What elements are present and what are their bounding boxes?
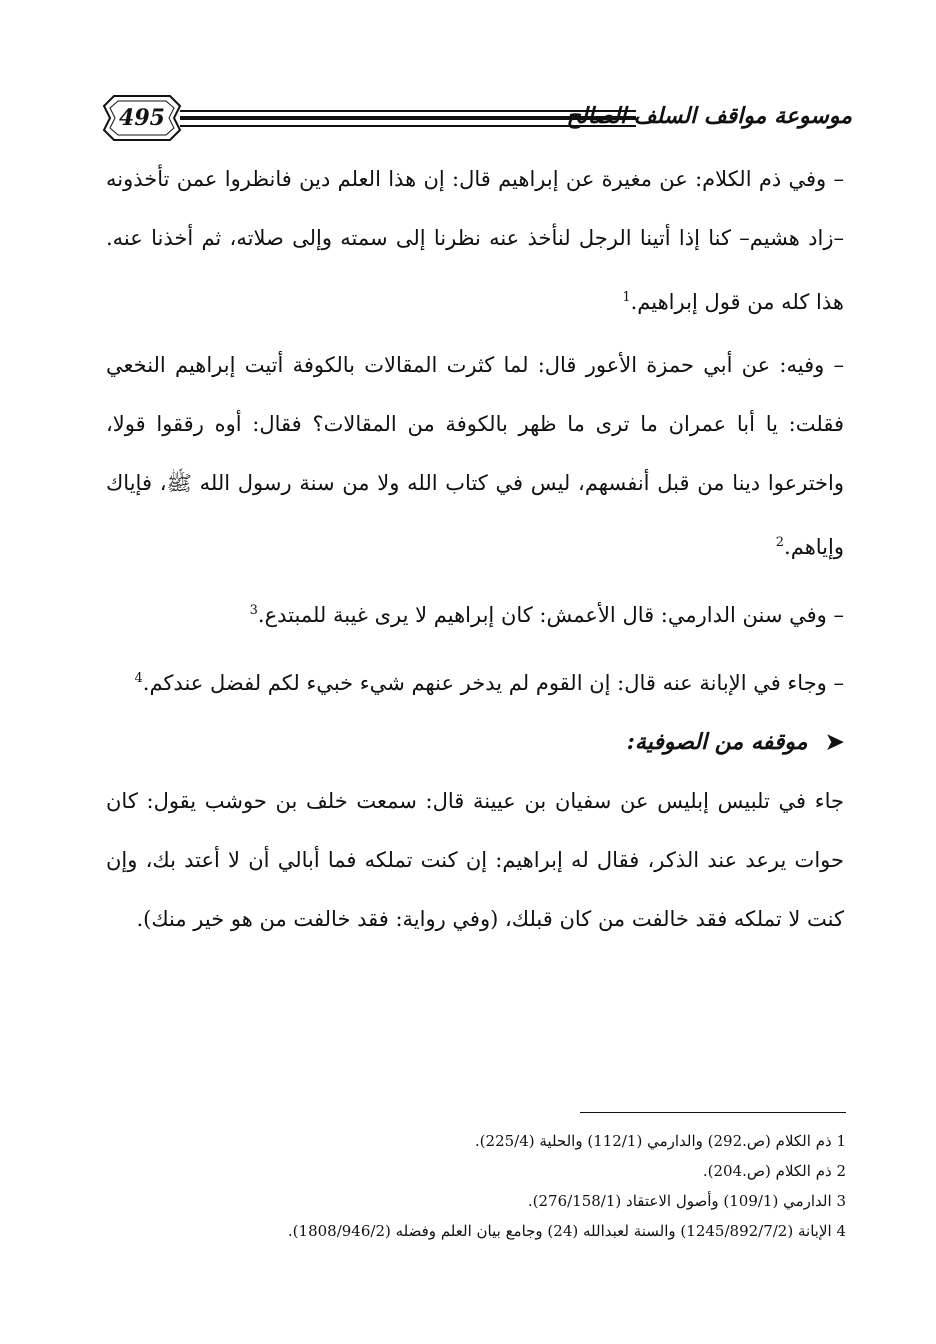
footnote-ref: 1 [622, 290, 631, 305]
footnote-number: 3 [836, 1192, 846, 1210]
footnotes [200, 1126, 846, 1246]
footnote: 1 ذم الكلام (ص.292) والدارمي (112/1) والحلية (225/4). [474, 1132, 846, 1150]
paragraph: – وجاء في الإبانة عنه قال: إن القوم لم يدخر عنهم شيء خبيء لكم لفضل عندكم.$^4$ [134, 671, 844, 695]
footnote-number: 1 [836, 1132, 846, 1150]
footnote-ref: 4 [134, 671, 143, 686]
footnote-separator [580, 1112, 846, 1113]
page-number: 495 [119, 105, 165, 131]
arrow-bullet-icon: ➤ [825, 729, 844, 755]
footnote: 4 الإبانة (1245/892/7/2) والسنة لعبدالله (24) وجامع بيان العلم وفضله (1808/946/2). [287, 1222, 846, 1240]
paragraph: – وفي سنن الدارمي: قال الأعمش: كان إبراهيم لا يرى غيبة للمبتدع.$^3$ [249, 603, 844, 627]
page-number-badge [100, 92, 184, 144]
footnote-number: 4 [836, 1222, 846, 1240]
paragraph: – وفي ذم الكلام: عن مغيرة عن إبراهيم قال: إن هذا العلم دين فانظروا عمن تأخذونه –زاد هشيم– كنا إذا أتينا الرجل لنأخذ عنه نظرنا إلى سمته وإلى صلاته، ثم أخذنا عنه. هذا كله من قول إبراهيم.$^1$ [106, 167, 844, 314]
section-heading: ➤موقفه من الصوفية: [626, 729, 844, 755]
footnote-ref: 2 [775, 535, 785, 550]
footnote: 3 الدارمي (109/1) وأصول الاعتقاد (276/158/1). [527, 1192, 846, 1210]
page-header [100, 92, 852, 144]
book-title: موسوعة مواقف السلف الصالح [566, 103, 852, 129]
footnote: 2 ذم الكلام (ص.204). [702, 1162, 846, 1180]
main-text [106, 150, 844, 949]
footnote-number: 2 [836, 1162, 846, 1180]
paragraph: – وفيه: عن أبي حمزة الأعور قال: لما كثرت المقالات بالكوفة أتيت إبراهيم النخعي فقلت: يا أبا عمران ما ترى ما ظهر بالكوفة من المقالات؟ فقال: أوه رققوا قولا، واخترعوا دينا من قبل أنفسهم، ليس في كتاب الله ولا من سنة رسول الله ﷺ، فإياك وإياهم.$^2$ [106, 353, 844, 559]
paragraph: جاء في تلبيس إبليس عن سفيان بن عيينة قال: سمعت خلف بن حوشب يقول: كان حوات يرعد عند الذكر، فقال له إبراهيم: إن كنت تملكه فما أبالي أن لا أعتد بك، وإن كنت لا تملكه فقد خالفت من كان قبلك، (وفي رواية: فقد خالفت من هو خير منك). [106, 789, 844, 931]
footnote-ref: 3 [249, 603, 258, 618]
